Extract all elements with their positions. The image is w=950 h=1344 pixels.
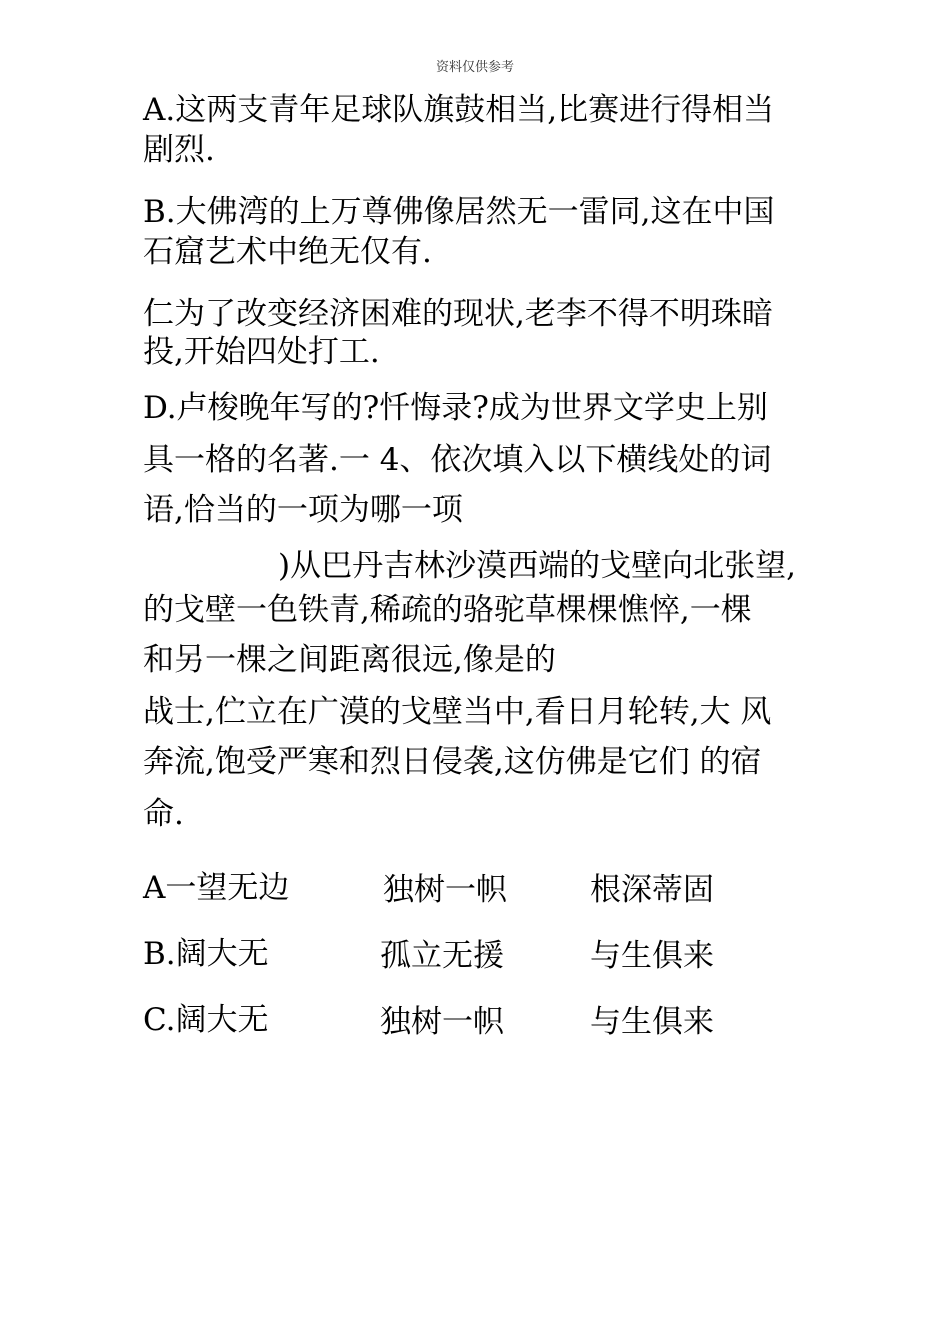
- text-line: B.大佛湾的上万尊佛像居然无一雷同,这在中国: [143, 194, 775, 230]
- text-line: 剧烈.: [143, 132, 215, 168]
- text-line: 仁为了改变经济困难的现状,老李不得不明珠暗: [143, 296, 773, 332]
- text-line: 的戈壁一色铁青,稀疏的骆驼草棵棵憔悴,一棵: [143, 592, 752, 628]
- text-line: 命.: [143, 796, 184, 832]
- page-header: 资料仅供参考: [435, 60, 514, 75]
- text-line: 奔流,饱受严寒和烈日侵袭,这仿佛是它们 的宿: [143, 744, 762, 780]
- option-label: B.阔大无: [143, 936, 269, 972]
- option-word: 独树一帜: [380, 1004, 504, 1040]
- option-word: 独树一帜: [383, 872, 507, 908]
- text-line: A.这两支青年足球队旗鼓相当,比赛进行得相当: [143, 92, 775, 128]
- option-label: A一望无边: [143, 870, 290, 906]
- option-word: 根深蒂固: [590, 872, 714, 908]
- text-line: 和另一棵之间距离很远,像是的: [143, 642, 556, 678]
- text-line: )从巴丹吉林沙漠西端的戈壁向北张望,: [278, 548, 796, 584]
- option-label: C.阔大无: [143, 1002, 269, 1038]
- option-word: 孤立无援: [380, 938, 504, 974]
- text-line: 投,开始四处打工.: [143, 334, 380, 370]
- text-line: D.卢梭晚年写的?忏悔录?成为世界文学史上别: [143, 390, 768, 426]
- option-word: 与生俱来: [590, 1004, 714, 1040]
- text-line: 语,恰当的一项为哪一项: [143, 492, 463, 528]
- text-line: 战士,伫立在广漠的戈壁当中,看日月轮转,大 风: [143, 694, 772, 730]
- text-line: 石窟艺术中绝无仅有.: [143, 234, 432, 270]
- option-word: 与生俱来: [590, 938, 714, 974]
- text-line: 具一格的名著.一 4、依次填入以下横线处的词: [143, 442, 772, 478]
